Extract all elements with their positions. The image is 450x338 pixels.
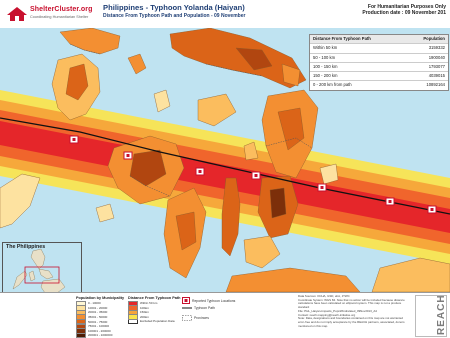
legend-label: Within 50 km: [140, 301, 158, 306]
philippines-inset-map: [2, 242, 82, 296]
reported-location-icon[interactable]: [318, 184, 326, 191]
credit-line: Contact: reach.mapping@reach-initiative.org: [298, 312, 356, 317]
shelter-cluster-logo-icon: [6, 5, 28, 23]
reported-location-legend: [182, 297, 235, 304]
col-distance-header: Distance From Typhoon Path: [313, 36, 371, 41]
legend-label: Provinces: [194, 316, 209, 320]
inset-title: The Philippines: [6, 244, 46, 250]
table-row: [310, 53, 448, 62]
population-cell: 3159332: [428, 45, 445, 51]
reported-location-icon[interactable]: [386, 198, 394, 205]
col-population-header: Population: [423, 36, 445, 41]
reported-typhoon-location-icon: [182, 297, 190, 304]
legend-label: 200001 - 1000000: [88, 333, 113, 338]
table-row: [310, 80, 448, 89]
disclaimer-line-1: For Humanitarian Purposes Only: [367, 4, 446, 10]
reported-location-icon[interactable]: [124, 152, 132, 159]
legend-label: 35001 - 50000: [88, 315, 108, 320]
population-distance-table: [309, 34, 449, 91]
legend-label: 100001 - 200000: [88, 328, 111, 333]
legend-label: 50001 - 75000: [88, 319, 108, 324]
legend-panel: [0, 292, 450, 338]
population-legend: [76, 296, 124, 338]
distance-cell: 150 - 200 km: [313, 73, 338, 79]
population-legend-heading: Population by Municipality: [76, 296, 125, 300]
credit-line: standard: [298, 305, 310, 310]
typhoon-path-legend: [182, 306, 215, 310]
credit-line: error-free and do not imply acceptance by the REACH partners, associated, donors: [298, 319, 405, 324]
credit-line: Data Sources: OCHA, GSD, ebA, JTWC: [298, 294, 350, 298]
credit-line: File: PHL_Haiyan-Impacts_PopnWindrelated_09Nov2013_A4: [298, 308, 377, 313]
province-boundary-icon: [182, 315, 192, 321]
logo-name: ShelterCluster.org: [30, 6, 93, 13]
reported-location-icon[interactable]: [196, 168, 204, 175]
inset-svg: [3, 243, 81, 295]
legend-label: 75001 - 100000: [88, 324, 110, 329]
legend-label: 100km: [140, 305, 150, 310]
legend-label: 0 - 10000: [88, 301, 101, 306]
logo-tagline: Coordinating Humanitarian Shelter: [30, 15, 89, 19]
distance-cell: 50 - 100 km: [313, 54, 336, 60]
table-header-row: [310, 35, 448, 43]
map-credits: [298, 295, 410, 328]
credit-line: Coordinate System: WGS 84. Note that no action will be included because distance: [298, 297, 405, 302]
legend-swatch: [128, 314, 138, 319]
reported-location-icon[interactable]: [252, 172, 260, 179]
disclaimer: [342, 4, 446, 16]
reported-location-icon[interactable]: [70, 136, 78, 143]
legend-swatch: [76, 333, 86, 338]
population-cell: 4039015: [428, 73, 445, 79]
table-row: [310, 43, 448, 52]
population-cell: 10892164: [426, 82, 445, 88]
population-cell: 1793077: [428, 63, 445, 69]
typhoon-path-icon: [182, 306, 192, 310]
production-date: Production date : 09 November 201: [362, 10, 446, 16]
distance-cell: 100 - 150 km: [313, 63, 338, 69]
map-subtitle: Distance From Typhoon Path and Population - 09 November: [103, 13, 246, 19]
legend-label: Excluded Population Data: [140, 319, 175, 324]
credit-line: mentioned on this map.: [298, 323, 329, 328]
distance-legend-heading: Distance From Typhoon Path: [128, 296, 181, 300]
reported-location-icon[interactable]: [428, 206, 436, 213]
table-row: [310, 62, 448, 71]
map-header: [0, 0, 450, 28]
legend-label: Typhoon Path: [194, 306, 215, 310]
province-legend: [182, 315, 209, 321]
table-row: [310, 71, 448, 80]
legend-label: 150km: [140, 310, 150, 315]
legend-label: 10001 - 20000: [88, 305, 108, 310]
legend-label: Reported Typhoon Locations: [192, 298, 236, 303]
distance-legend: [128, 296, 180, 319]
credit-line: calculations have been calculated on ellipsoid system. This map is not a produce: [298, 301, 402, 306]
credit-line: Note: Data, designations and boundaries contained on this map are not warranted: [298, 316, 403, 321]
legend-item: [128, 315, 180, 320]
distance-cell: 0 - 200 km from path: [313, 82, 352, 88]
legend-label: 200km: [140, 315, 150, 320]
population-cell: 1900040: [428, 54, 445, 60]
map-title: Philippines - Typhoon Yolanda (Haiyan): [103, 3, 245, 12]
reach-wordmark: REACH: [436, 294, 447, 335]
distance-cell: Within 50 km: [313, 45, 338, 51]
legend-item: [76, 333, 124, 338]
legend-label: 20001 - 35000: [88, 310, 108, 315]
